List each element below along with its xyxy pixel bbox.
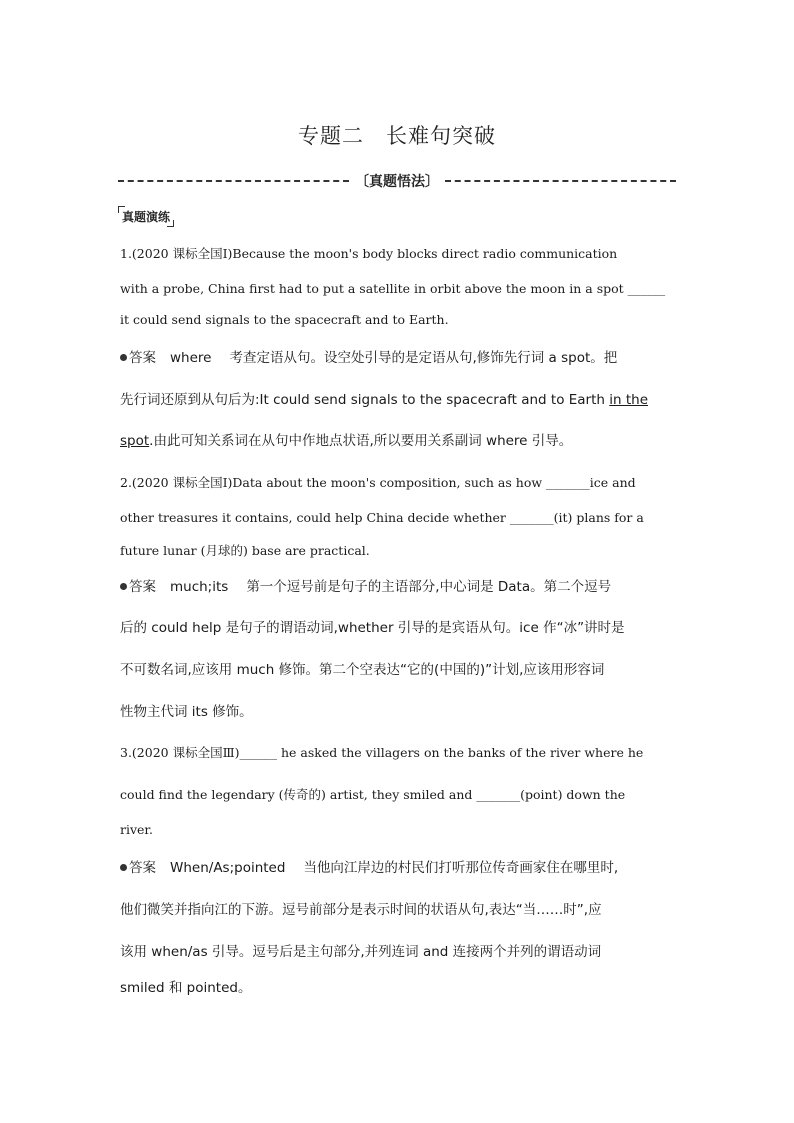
q1-underlined-phrase: in the [609,392,649,408]
bracket-corner-icon [167,220,174,227]
answer-label: 答案 [129,860,156,876]
q1-expl-line-3 [120,429,572,449]
q3-explanation: 当他向江岸边的村民们打听那位传奇画家住在哪里时, [303,860,619,876]
dashed-rule-left [118,180,349,182]
q1-line-1: 1.(2020 课标全国Ⅰ)Because the moon's body blocks direct radio communication [120,246,618,261]
q1-line-2: with a probe, China first had to put a satellite in orbit above the moon in a spot ______ [120,281,666,296]
q2-line-2: other treasures it contains, could help China decide whether _______(it) plans for a [120,510,644,525]
page-title: 专题二 长难句突破 [298,124,496,148]
q1-underlined-word: spot [120,433,150,449]
q2-answer-line [120,575,611,595]
q3-line-3: river. [120,822,154,837]
q2-expl-line-2: 后的 could help 是句子的谓语动词,whether 引导的是宾语从句。ice 作“冰”讲时是 [120,620,625,636]
answer-label: 答案 [129,350,156,366]
q1-explanation-3: .由此可知关系词在从句中作地点状语,所以要用关系副词 where 引导。 [149,433,573,449]
q2-expl-line-4: 性物主代词 its 修饰。 [120,704,253,720]
q2-line-1: 2.(2020 课标全国Ⅰ)Data about the moon's composition, such as how _______ice and [120,475,636,490]
q2-explanation: 第一个逗号前是句子的主语部分,中心词是 Data。第二个逗号 [246,579,612,595]
q1-answer-value: where [170,350,212,366]
q2-expl-line-3: 不可数名词,应该用 much 修饰。第二个空表达“它的(中国的)”计划,应该用形容词 [120,662,605,678]
answer-bullet-icon [120,354,127,361]
section-tag [118,206,174,227]
divider-label: 〔真题悟法〕 [355,174,439,190]
answer-bullet-icon [120,583,127,590]
q1-answer-line [120,346,617,366]
bracket-corner-icon [118,206,125,213]
q3-line-2: could find the legendary (传奇的) artist, they smiled and _______(point) down the [120,787,626,802]
q3-expl-line-3: 该用 when/as 引导。逗号后是主句部分,并列连词 and 连接两个并列的谓语动词 [120,944,602,960]
dashed-rule-right [445,180,676,182]
q2-line-3: future lunar (月球的) base are practical. [120,543,370,558]
section-divider [118,170,676,192]
q1-explanation-2: 先行词还原到从句后为:It could send signals to the spacecraft and to Earth [120,392,610,408]
q1-expl-line-2 [120,388,648,408]
q3-expl-line-4: smiled 和 pointed。 [120,980,252,996]
q1-line-3: it could send signals to the spacecraft and to Earth. [120,312,449,327]
q3-answer-value: When/As;pointed [170,860,286,876]
answer-bullet-icon [120,864,127,871]
q2-answer-value: much;its [170,579,229,595]
section-tag-label: 真题演练 [122,210,171,224]
q3-line-1: 3.(2020 课标全国Ⅲ)______ he asked the villagers on the banks of the river where he [120,745,644,760]
q3-expl-line-2: 他们微笑并指向江的下游。逗号前部分是表示时间的状语从句,表达“当……时”,应 [120,902,602,918]
q3-answer-line [120,856,618,876]
q1-explanation: 考查定语从句。设空处引导的是定语从句,修饰先行词 a spot。把 [229,350,618,366]
answer-label: 答案 [129,579,156,595]
